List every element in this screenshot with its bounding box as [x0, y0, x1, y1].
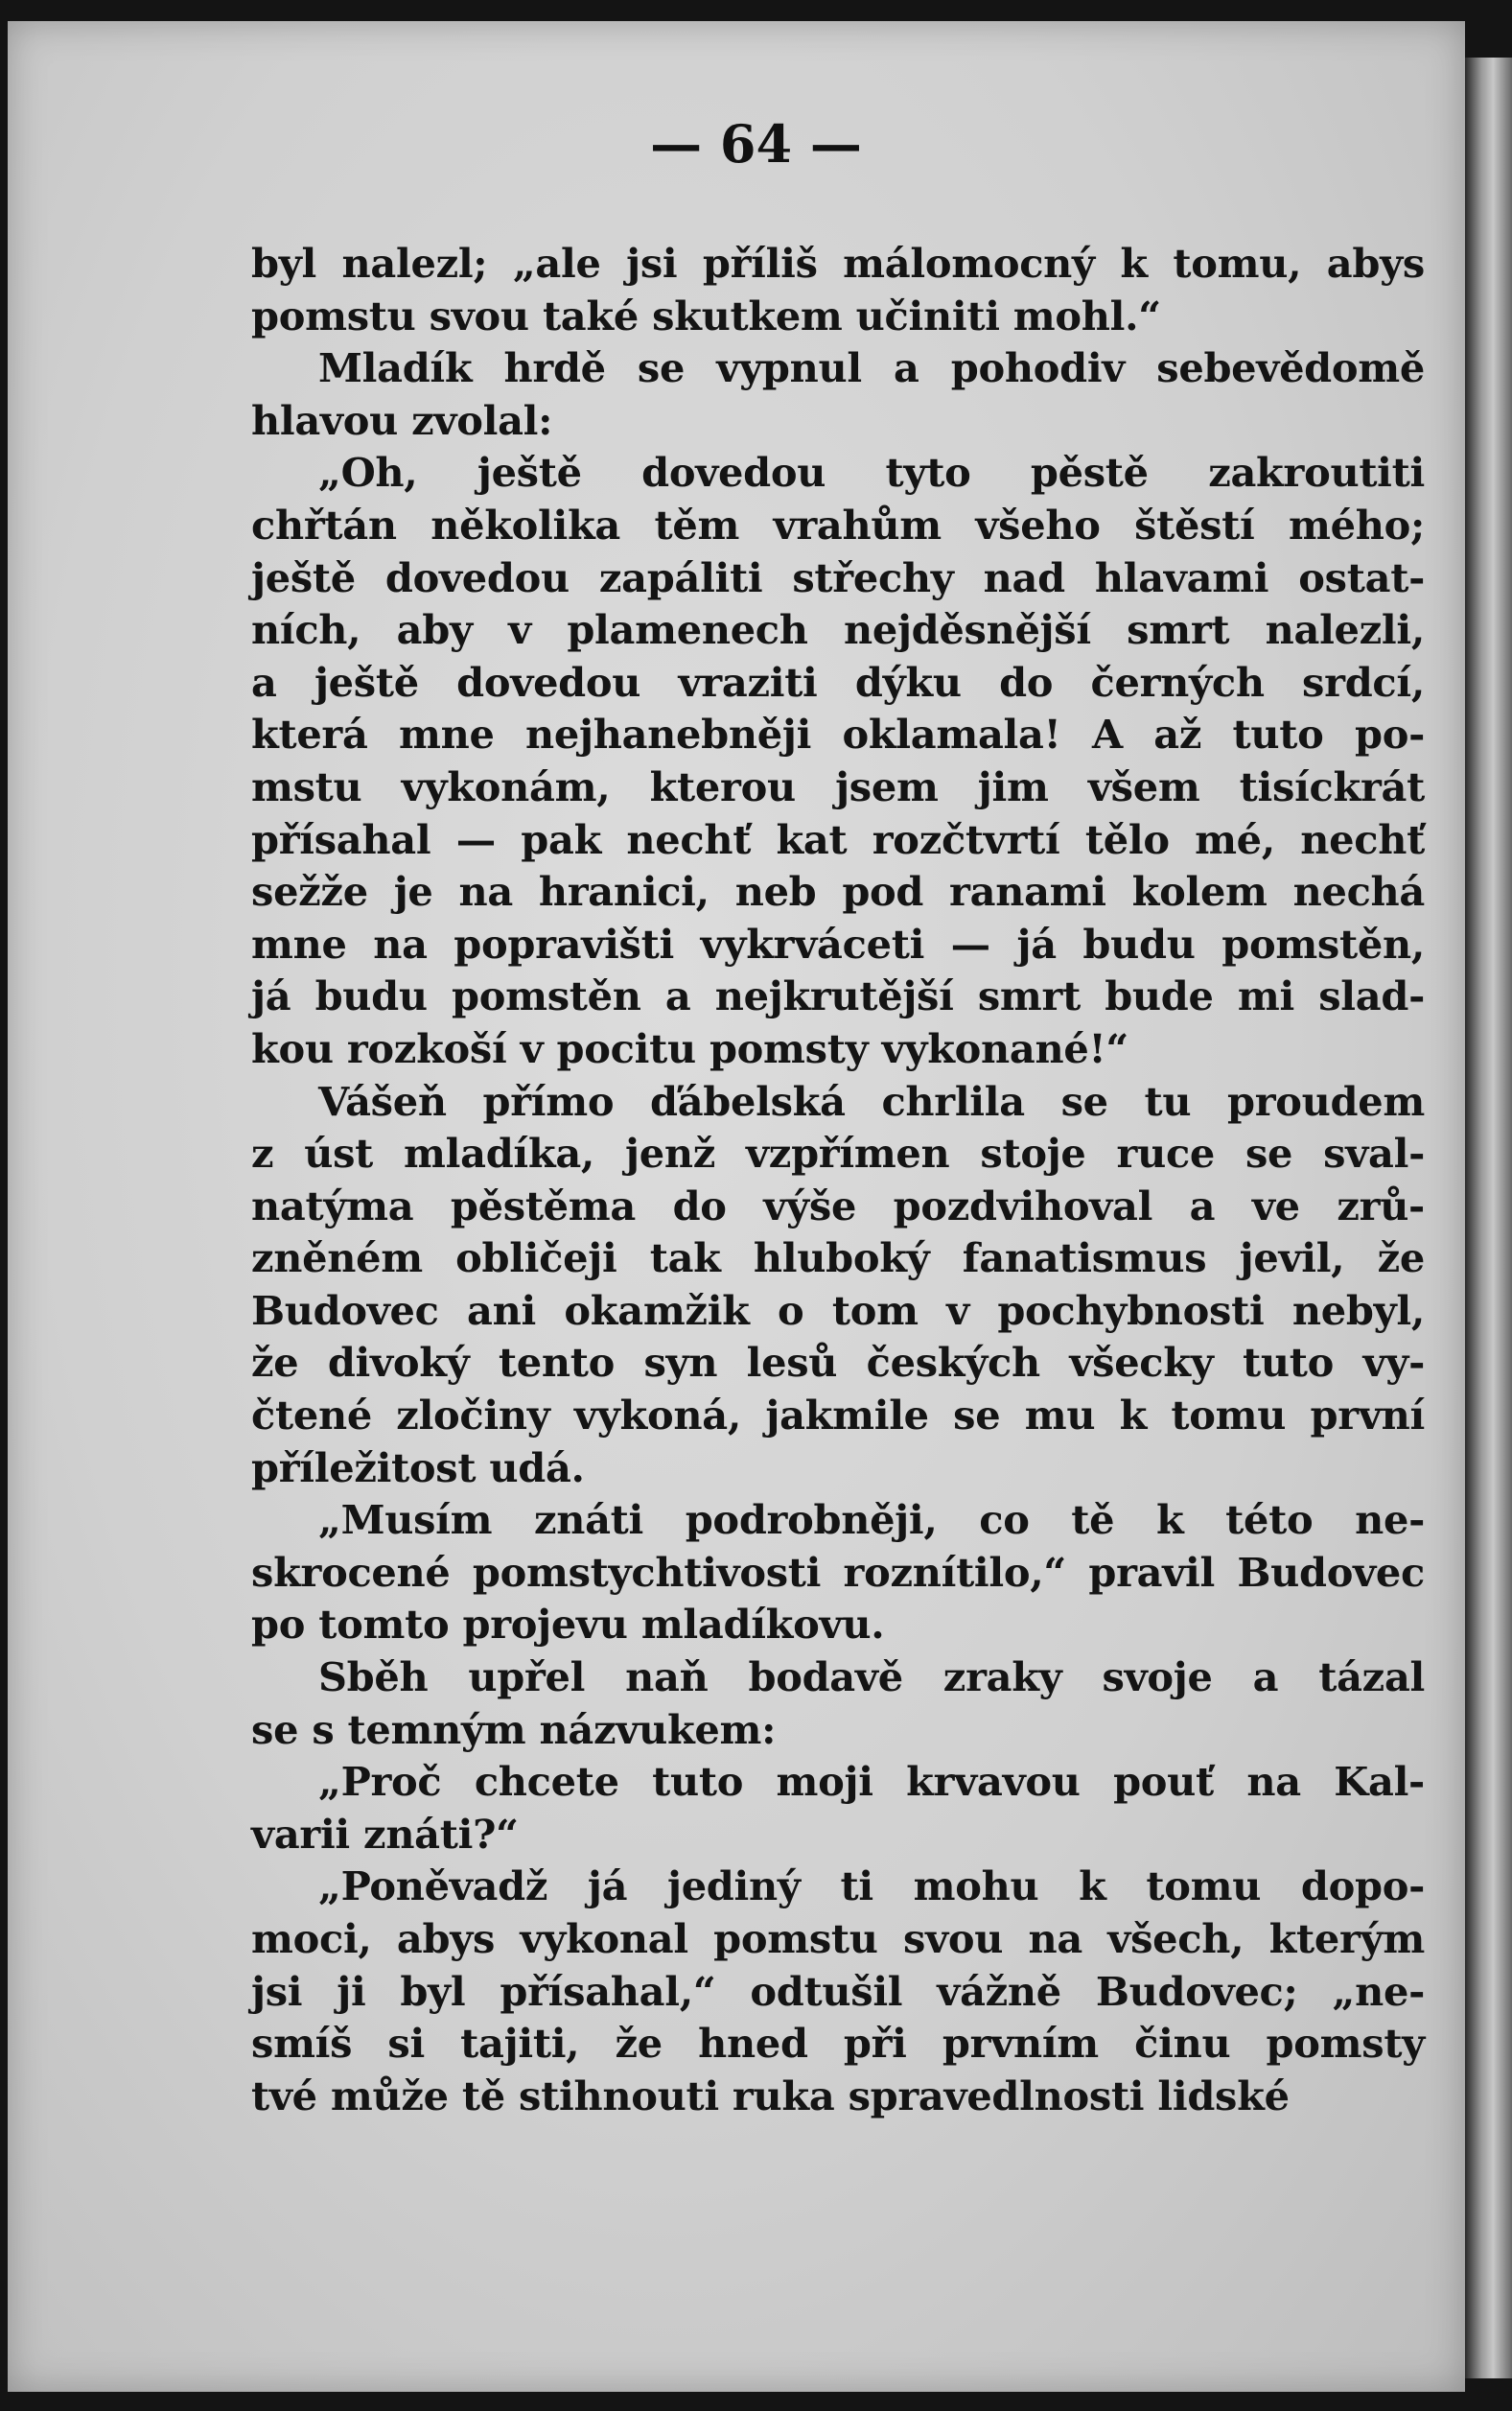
text-line: mstu vykonám, kterou jsem jim všem tisíckrát	[251, 762, 1425, 810]
text-line: která mne nejhanebněji oklamala! A až tuto po-	[251, 711, 1425, 759]
body-text	[251, 238, 1425, 2122]
text-line: Sběh upřel naň bodavě zraky svoje a tázal	[318, 1653, 1425, 1701]
text-line: já budu pomstěn a nejkrutější smrt bude mi slad-	[251, 972, 1425, 1020]
text-line: tvé může tě stihnouti ruka spravedlnosti lidské	[251, 2072, 1290, 2119]
paragraph	[251, 447, 1425, 1075]
text-line: že divoký tento syn lesů českých všecky tuto vy-	[251, 1339, 1425, 1387]
text-line: skrocené pomstychtivosti roznítilo,“ pravil Budovec	[251, 1548, 1425, 1596]
page-number: — 64 —	[650, 113, 862, 175]
text-line: hlavou zvolal:	[251, 396, 553, 444]
paragraph	[251, 1861, 1425, 2122]
paragraph	[251, 1494, 1425, 1651]
text-line: z úst mladíka, jenž vzpřímen stoje ruce se sval-	[251, 1130, 1425, 1178]
text-line: „Musím znáti podrobněji, co tě k této ne-	[318, 1496, 1425, 1544]
text-line: čtené zločiny vykoná, jakmile se mu k tomu první	[251, 1392, 1425, 1440]
paragraph	[251, 342, 1425, 447]
text-line: sežže je na hranici, neb pod ranami kolem nechá	[251, 868, 1425, 916]
text-line: Vášeň přímo ďábelská chrlila se tu proudem	[318, 1077, 1425, 1125]
text-line: se s temným názvukem:	[251, 1705, 777, 1753]
text-line: a ještě dovedou vraziti dýku do černých srdcí,	[251, 658, 1425, 706]
text-line: po tomto projevu mladíkovu.	[251, 1601, 885, 1649]
text-line: natýma pěstěma do výše pozdvihoval a ve zrů-	[251, 1182, 1425, 1229]
paragraph	[251, 1651, 1425, 1756]
text-line: „Oh, ještě dovedou tyto pěstě zakroutiti	[318, 449, 1425, 497]
text-line: smíš si tajiti, že hned při prvním činu pomsty	[251, 2020, 1425, 2068]
text-line: byl nalezl; „ale jsi příliš málomocný k tomu, abys	[251, 240, 1425, 287]
text-line: ještě dovedou zapáliti střechy nad hlavami ostat-	[251, 553, 1425, 601]
paragraph	[251, 1756, 1425, 1861]
text-line: kou rozkoší v pocitu pomsty vykonané!“	[251, 1024, 1128, 1072]
next-page-edge	[1465, 58, 1512, 2378]
text-line: příležitost udá.	[251, 1443, 585, 1491]
text-line: Budovec ani okamžik o tom v pochybnosti nebyl,	[251, 1286, 1425, 1334]
text-line: chřtán několika těm vrahům všeho štěstí mého;	[251, 501, 1425, 549]
text-line: ních, aby v plamenech nejděsnější smrt nalezli,	[251, 606, 1425, 654]
text-line: jsi ji byl přísahal,“ odtušil vážně Budovec; „ne-	[251, 1967, 1425, 2015]
paragraph	[251, 238, 1425, 342]
text-line: zněném obličeji tak hluboký fanatismus jevil, že	[251, 1234, 1425, 1282]
paragraph	[251, 1076, 1425, 1495]
text-line: moci, abys vykonal pomstu svou na všech, kterým	[251, 1915, 1425, 1962]
text-line: Mladík hrdě se vypnul a pohodiv sebevědomě	[318, 344, 1425, 392]
text-line: pomstu svou také skutkem učiniti mohl.“	[251, 292, 1161, 339]
text-line: „Proč chcete tuto moji krvavou pouť na Kal-	[318, 1758, 1425, 1806]
text-line: mne na popravišti vykrváceti — já budu pomstěn,	[251, 920, 1425, 968]
text-line: „Poněvadž já jediný ti mohu k tomu dopo-	[318, 1862, 1425, 1910]
text-line: varii znáti?“	[251, 1810, 519, 1858]
text-line: přísahal — pak nechť kat rozčtvrtí tělo mé, nechť	[251, 815, 1425, 863]
